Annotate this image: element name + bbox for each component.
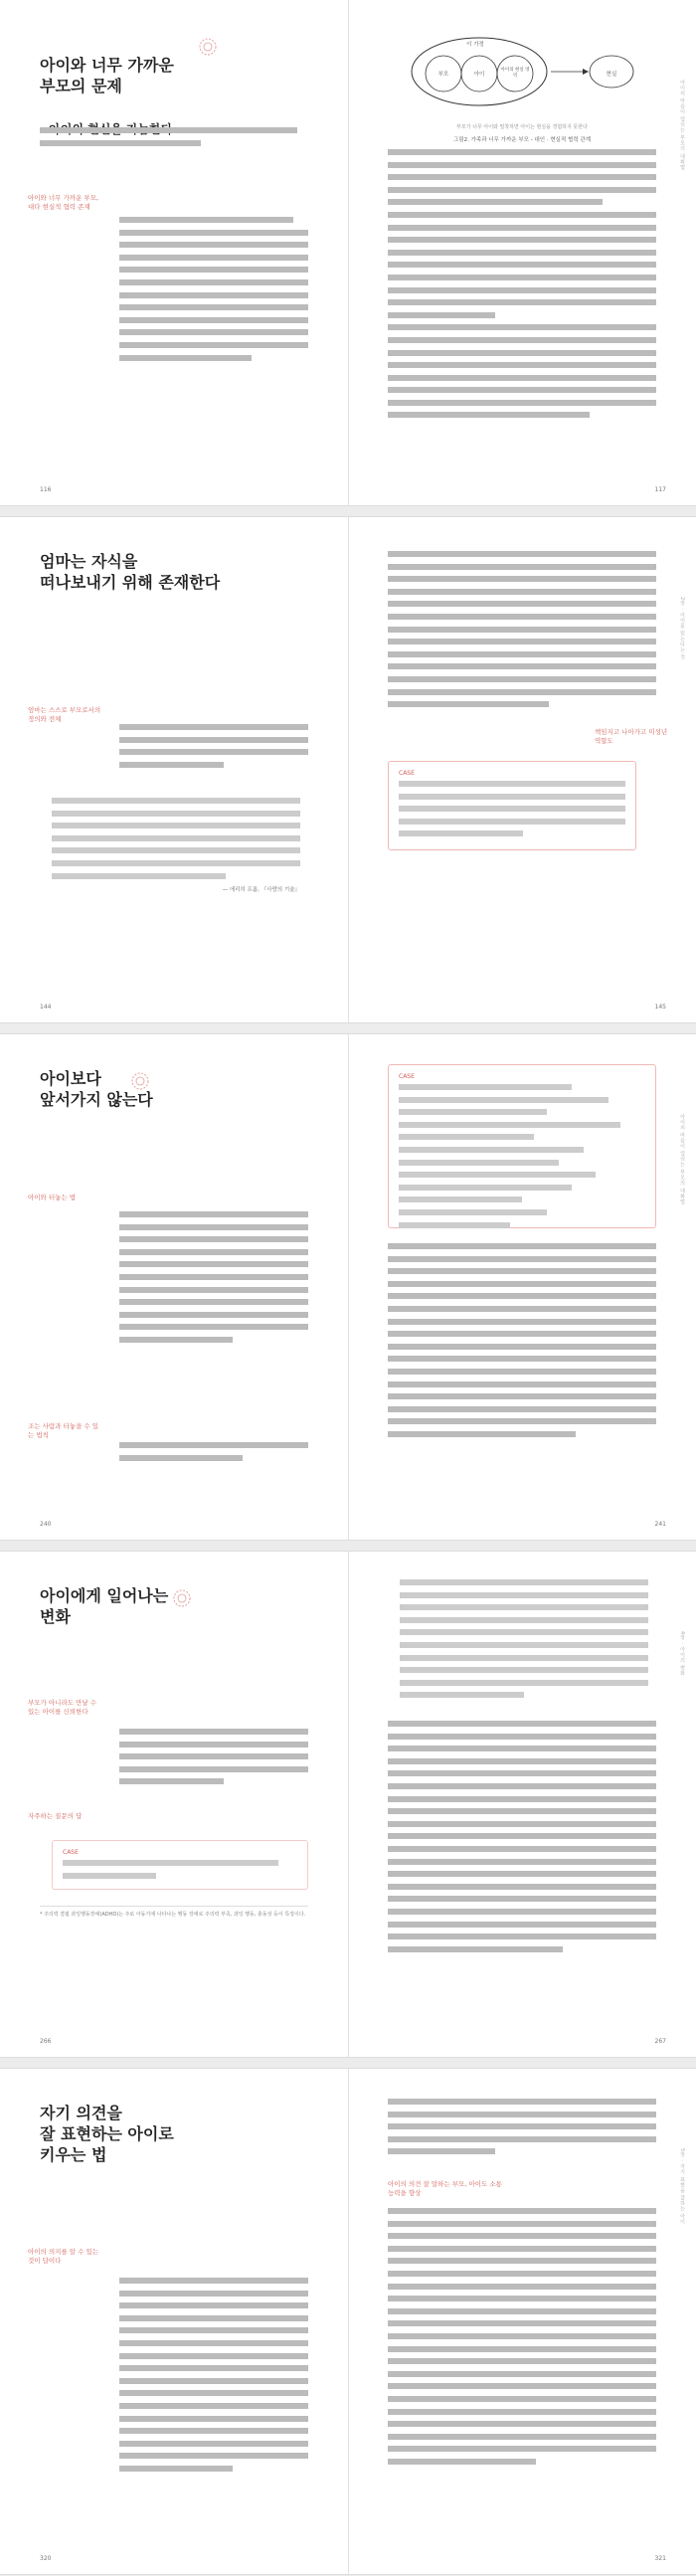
chapter-title: 자기 의견을 잘 표현하는 아이로 키우는 법 xyxy=(40,2104,174,2164)
running-head: 4장 · 아이의 변화 xyxy=(679,1631,685,1677)
page-number: 321 xyxy=(654,2555,666,2562)
figure-label: 이 가정 xyxy=(466,42,484,48)
figure-caption: 그림2. 가족과 너무 가까운 부모 - 대인 · 현실적 협력 관계 xyxy=(452,137,592,143)
body-text xyxy=(388,2208,656,2471)
case-box xyxy=(52,1840,308,1890)
body-text xyxy=(388,149,656,425)
spread-2 xyxy=(0,517,696,1022)
running-head: 2장 · 아이를 믿는다는 것 xyxy=(679,597,685,660)
quote-source: — 에리히 프롬, 『사랑의 기술』 xyxy=(222,887,300,894)
spread-1 xyxy=(0,0,696,505)
body-text xyxy=(119,724,308,774)
body-text xyxy=(119,217,308,367)
case-label: CASE xyxy=(399,770,415,777)
body-text xyxy=(388,2099,656,2161)
body-text xyxy=(119,1211,308,1350)
side-note: 조는 사람과 터놓을 수 있는 법칙 xyxy=(28,1422,99,1439)
swirl-ornament-icon xyxy=(197,36,219,58)
footnote: * 주의력 결핍 과잉행동장애(ADHD)는 주로 아동기에 나타나는 행동 장애로 주의력 부족, 과잉 행동, 충동성 등이 특징이다. xyxy=(40,1906,308,1919)
right-page xyxy=(348,2069,696,2574)
side-note: 엄마는 스스로 부모로서의 정의와 전체 xyxy=(28,706,101,723)
side-note: 아이와 터놓는 법 xyxy=(28,1194,77,1201)
left-page xyxy=(0,2069,348,2574)
figure-note: 부모가 너무 아이와 밀착하면 아이는 현실을 경험하지 못한다 xyxy=(456,124,588,130)
body-text xyxy=(119,1442,308,1467)
side-note: 아이와 너무 가까운 부모, 대다 현실적 협력 존재 xyxy=(28,194,99,211)
case-label: CASE xyxy=(399,1073,415,1080)
figure-label: 부모 xyxy=(437,72,449,78)
right-page xyxy=(348,0,696,505)
swirl-ornament-icon xyxy=(171,1587,193,1609)
left-page xyxy=(0,1034,348,1540)
case-box xyxy=(388,761,636,850)
page-number: 117 xyxy=(654,486,666,493)
spread-3 xyxy=(0,1034,696,1540)
side-note: 아이의 의지를 알 수 있는 것이 답이다 xyxy=(28,2248,99,2265)
body-text xyxy=(40,127,308,152)
body-text xyxy=(388,1243,656,1444)
right-page xyxy=(348,517,696,1022)
left-page xyxy=(0,0,348,505)
spread-5 xyxy=(0,2069,696,2574)
right-page xyxy=(348,1552,696,2057)
chapter-title: 엄마는 자식을 떠나보내기 위해 존재한다 xyxy=(40,552,221,592)
side-note: 책임지고 나아가고 미성년 역할도 xyxy=(595,728,668,745)
quote-block xyxy=(52,798,300,896)
running-head: 아이의 마음이 열리는 부모의 대화법 xyxy=(679,1114,685,1204)
page-number: 320 xyxy=(40,2555,52,2562)
swirl-ornament-icon xyxy=(129,1070,151,1092)
left-page xyxy=(0,517,348,1022)
spread-4 xyxy=(0,1552,696,2057)
body-text xyxy=(119,2278,308,2479)
body-text xyxy=(388,551,656,714)
page-number: 240 xyxy=(40,1521,52,1528)
diagram-arrow-head xyxy=(583,69,589,75)
left-page xyxy=(0,1552,348,2057)
figure-label: 아이 xyxy=(473,72,485,78)
page-number: 266 xyxy=(40,2038,52,2045)
chapter-title: 아이보다 앞서가지 않는다 xyxy=(40,1069,153,1109)
running-head: 5장 · 자기 표현을 잘하는 아이 xyxy=(679,2148,685,2225)
figure-label: 아이의 현실 영역 xyxy=(500,68,530,79)
figure-label: 현실 xyxy=(606,72,617,78)
body-text xyxy=(388,1721,656,1958)
body-text xyxy=(400,1579,648,1705)
case-label: CASE xyxy=(63,1849,79,1856)
chapter-title-text: 아이와 너무 가까운 부모의 문제 xyxy=(40,56,174,95)
running-head: 아이의 마음이 열리는 부모의 대화법 xyxy=(679,80,685,170)
chapter-title: 아이에게 일어나는 변화 xyxy=(40,1586,169,1626)
page-number: 145 xyxy=(654,1004,666,1011)
page-number: 267 xyxy=(654,2038,666,2045)
side-note: 아이의 의견 잘 말하는 부모, 아이도 소통능력을 향상 xyxy=(388,2180,502,2197)
body-text xyxy=(119,1729,308,1791)
side-note: 부모가 아니라도 만날 수 있는 아이를 신뢰한다 xyxy=(28,1699,96,1716)
side-note: 자주하는 질문의 답 xyxy=(28,1812,83,1820)
page-number: 116 xyxy=(40,486,52,493)
right-page xyxy=(348,1034,696,1540)
case-box xyxy=(388,1064,656,1228)
page-number: 241 xyxy=(654,1521,666,1528)
page-number: 144 xyxy=(40,1004,52,1011)
